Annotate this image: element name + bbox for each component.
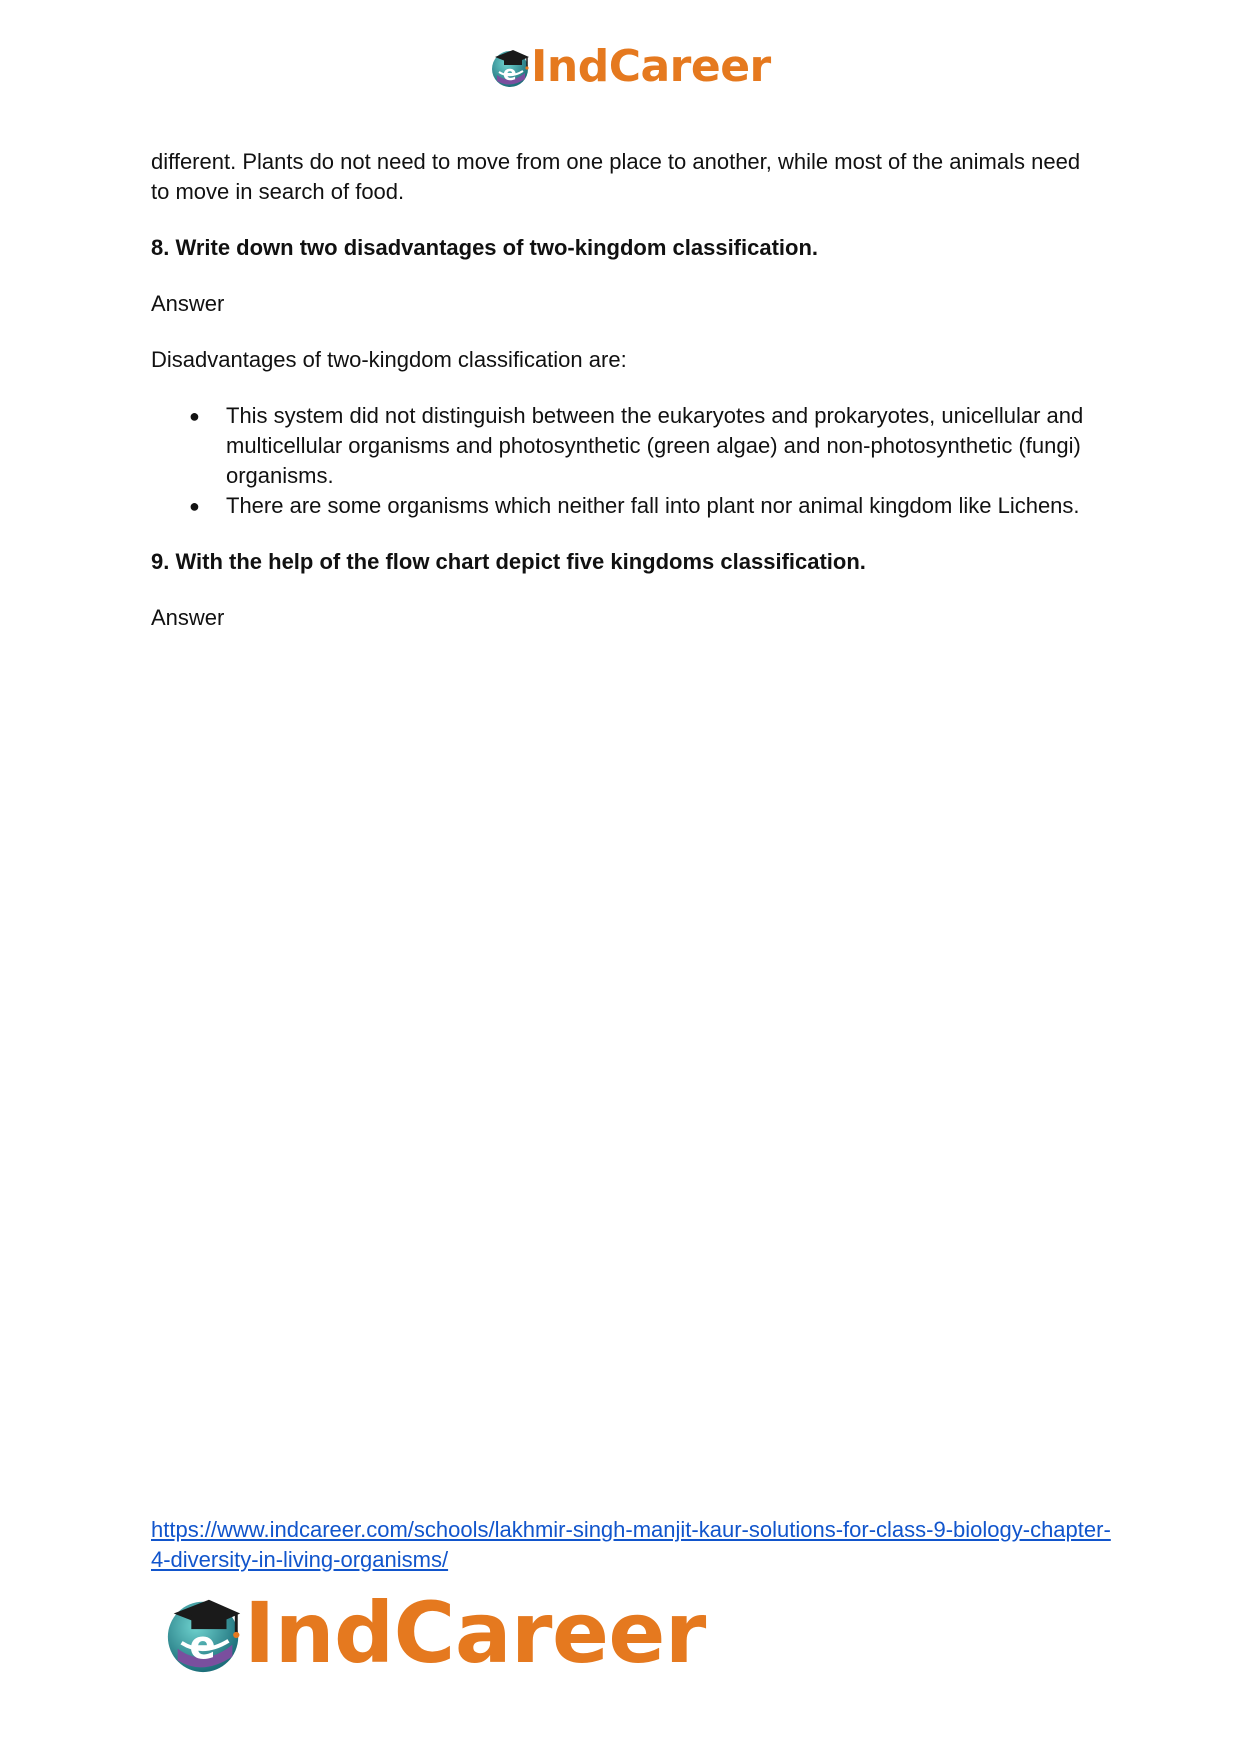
bullet-icon: ● xyxy=(189,496,200,516)
question-8-heading: 8. Write down two disadvantages of two-kingdom classification. xyxy=(151,235,819,260)
intro-paragraph: different. Plants do not need to move from one place to another, while most of the animals need to move in search of food. xyxy=(151,149,1081,204)
graduation-cap-globe-icon xyxy=(162,1590,248,1676)
list-item-text: There are some organisms which neither fall into plant nor animal kingdom like Lichens. xyxy=(226,493,1080,518)
question-8-lead-text: Disadvantages of two-kingdom classification are: xyxy=(151,347,627,372)
footer-logo xyxy=(162,1584,706,1682)
list-item xyxy=(151,491,1101,521)
question-9-answer-label: Answer xyxy=(151,605,225,630)
bullet-icon: ● xyxy=(189,406,200,426)
header-logo xyxy=(489,42,771,92)
brand-wordmark: IndCareer xyxy=(531,41,771,92)
document-body xyxy=(151,147,1101,659)
source-url-link[interactable]: https://www.indcareer.com/schools/lakhmir-singh-manjit-kaur-solutions-for-class-9-biology-chapter-4-diversity-in-living-organisms/ xyxy=(151,1517,1111,1572)
brand-wordmark: IndCareer xyxy=(244,1584,706,1682)
disadvantages-list xyxy=(151,401,1101,521)
list-item-text: This system did not distinguish between the eukaryotes and prokaryotes, unicellular and multicellular organisms and photosynthetic (green algae) and non-photosynthetic (fungi) organisms. xyxy=(226,403,1084,488)
question-9-heading: 9. With the help of the flow chart depict five kingdoms classification. xyxy=(151,549,866,574)
graduation-cap-globe-icon xyxy=(489,45,533,89)
svg-text:e: e xyxy=(503,61,517,85)
svg-text:e: e xyxy=(189,1623,216,1669)
question-8-answer-label: Answer xyxy=(151,291,225,316)
list-item xyxy=(151,401,1101,491)
